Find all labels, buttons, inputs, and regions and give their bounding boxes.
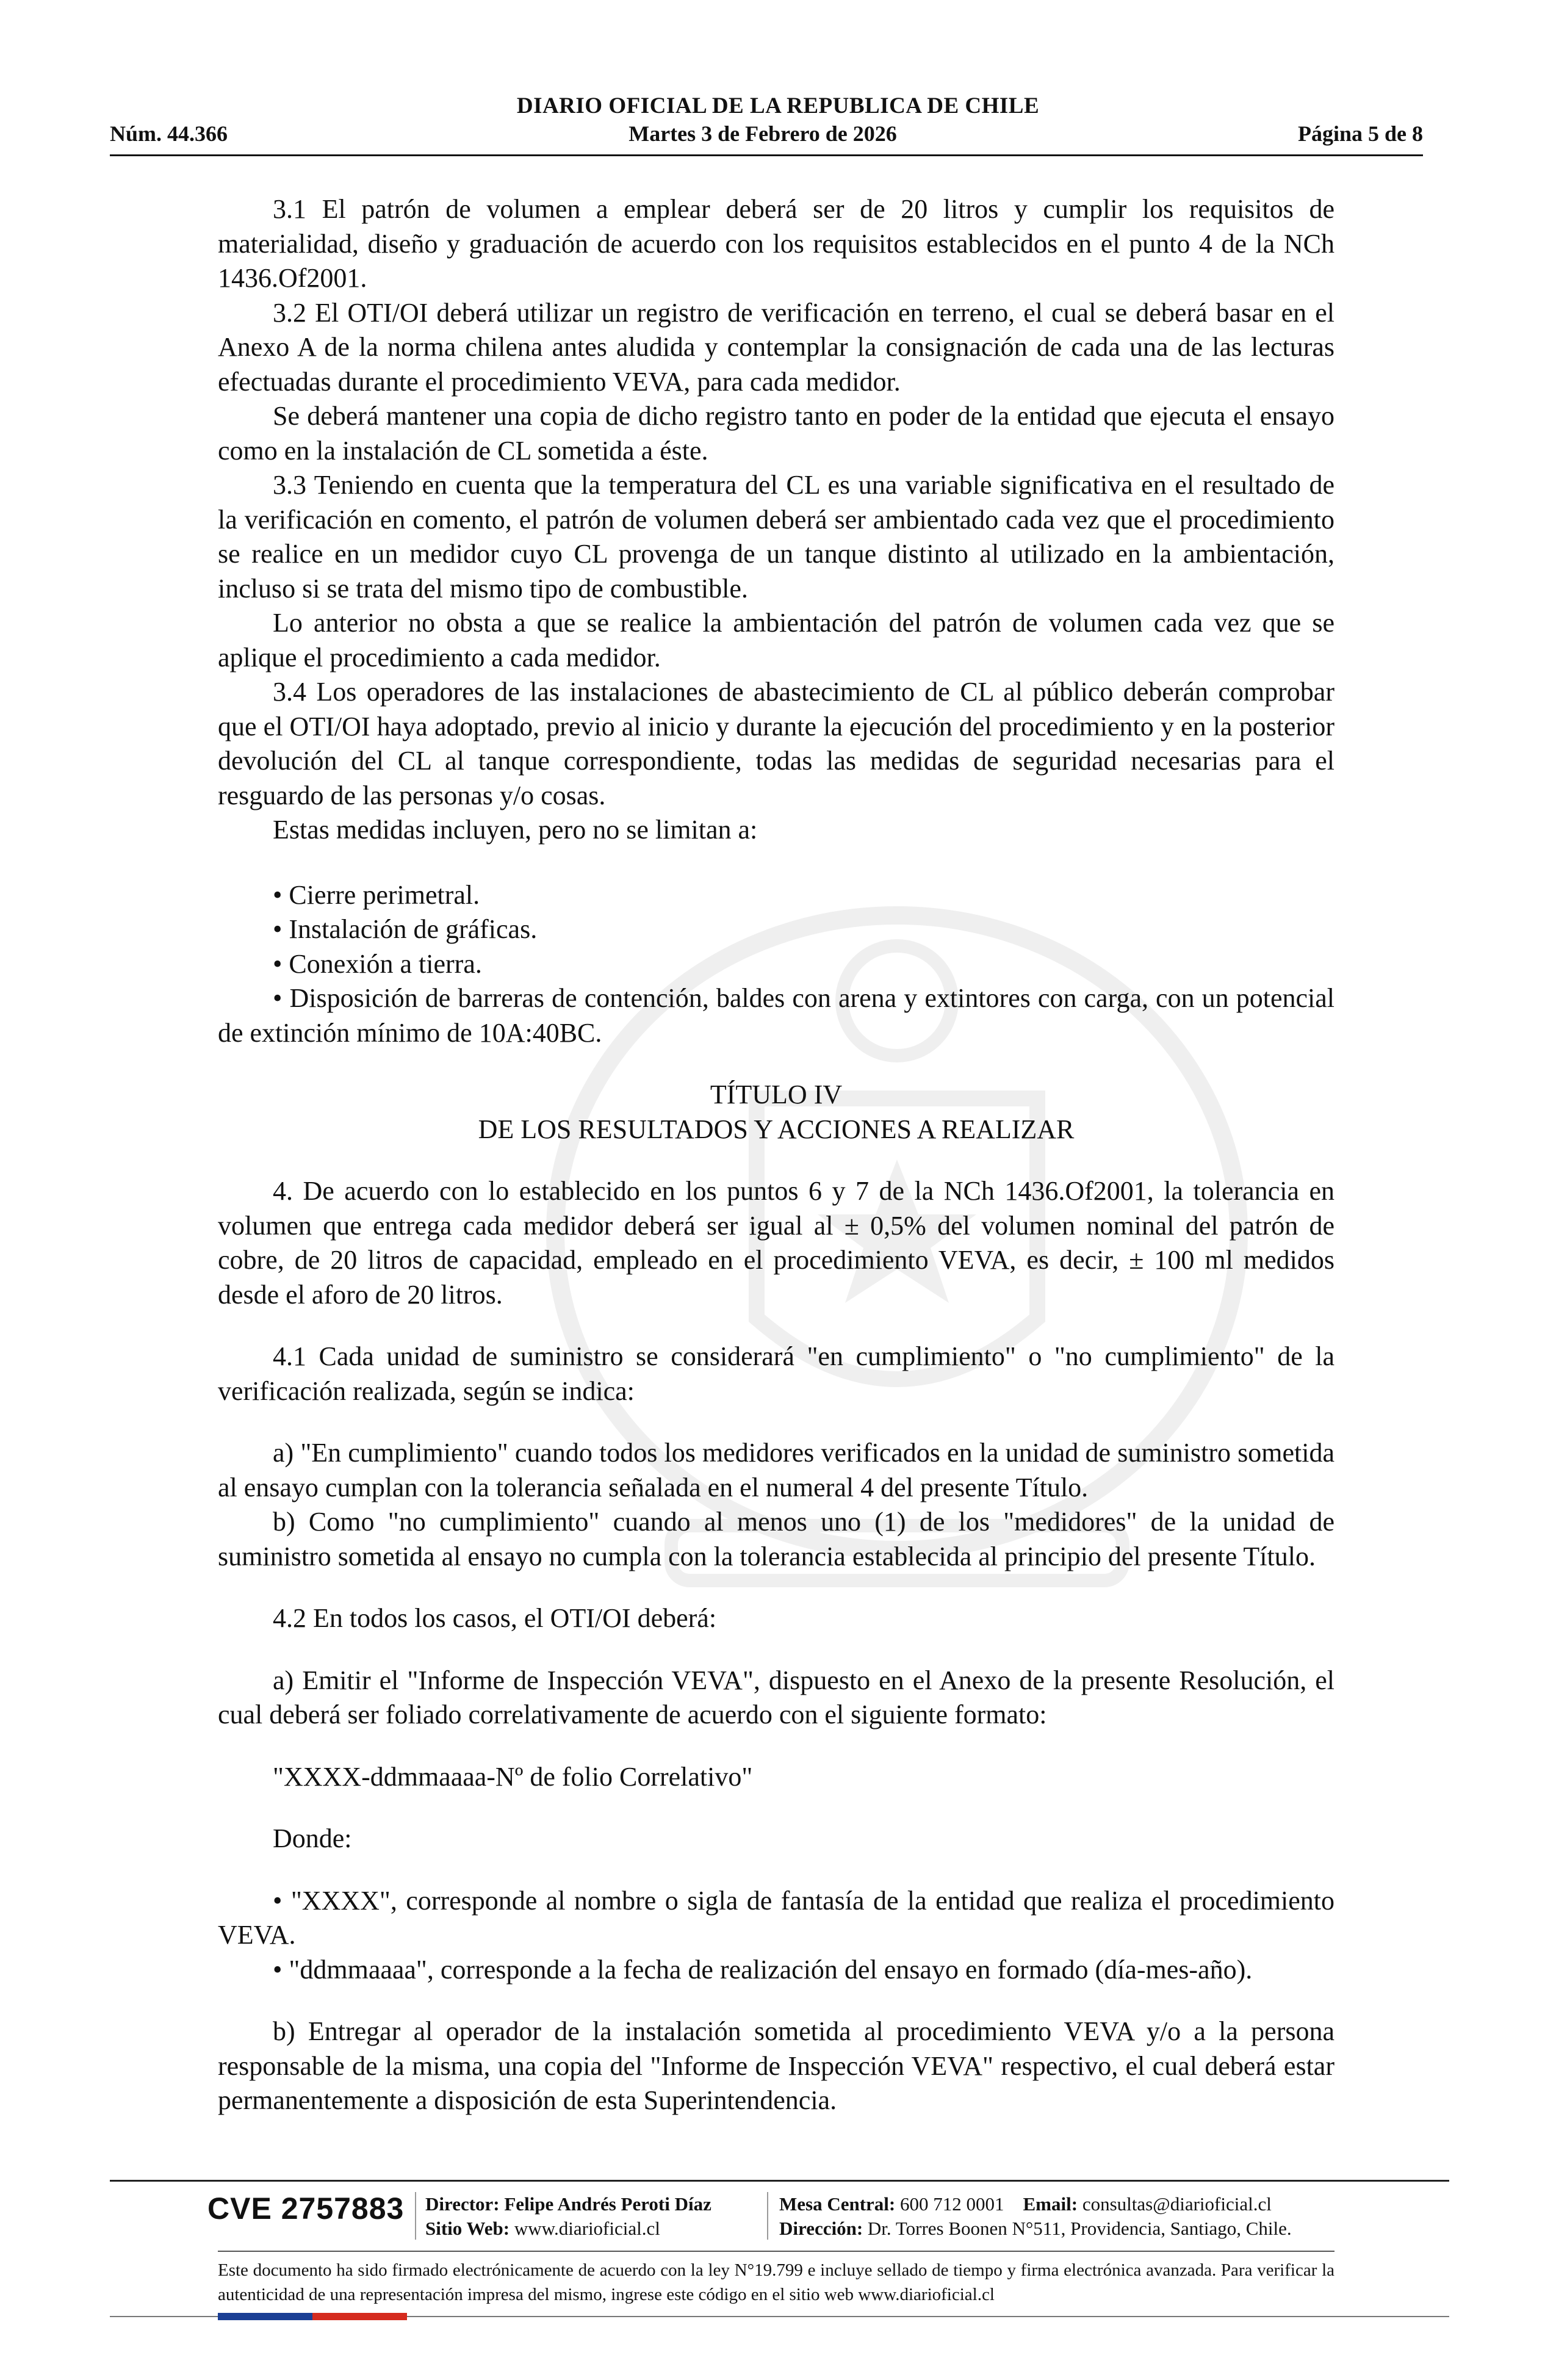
gazette-title: DIARIO OFICIAL DE LA REPUBLICA DE CHILE [516, 93, 1040, 118]
paragraph-copia: Se deberá mantener una copia de dicho registro tanto en poder de la entidad que ejecuta el ensayo como en la instalación de CL sometida a éste. [218, 401, 1334, 466]
mesa-label: Mesa Central: [779, 2193, 896, 2215]
folio-format: "XXXX-ddmmaaaa-Nº de folio Correlativo" [273, 1761, 753, 1792]
paragraph-4-2-b: b) Entregar al operador de la instalación sometida al procedimiento VEVA y/o a la persona responsable de la misma, una copia del "Informe de Inspección VEVA" respectivo, el cual deberá estar permanentemente a disposición de esta Superintendencia. [218, 2016, 1334, 2115]
bullet-item: • Disposición de barreras de contención, baldes con arena y extintores con carga, con un potencial de extinción mínimo de 10A:40BC. [218, 983, 1334, 1048]
footer-separator [415, 2192, 416, 2240]
paragraph-4-2: 4.2 En todos los casos, el OTI/OI deberá: [273, 1603, 717, 1633]
page-number: Página 5 de 8 [1297, 121, 1423, 146]
bullet-item: • Conexión a tierra. [273, 948, 482, 979]
issue-date: Martes 3 de Febrero de 2026 [629, 121, 897, 146]
bullet-item: • Cierre perimetral. [273, 879, 480, 910]
document-body [218, 192, 1334, 2118]
section-subtitle: DE LOS RESULTADOS Y ACCIONES A REALIZAR [478, 1114, 1075, 1144]
direccion-value: Dr. Torres Boonen N°511, Providencia, Santiago, Chile. [867, 2218, 1292, 2239]
bullet-item: • "ddmmaaaa", corresponde a la fecha de realización del ensayo en formado (día-mes-año). [273, 1954, 1253, 1985]
web-label: Sitio Web: [425, 2218, 510, 2239]
email-label: Email: [1023, 2193, 1078, 2215]
director-name: Felipe Andrés Peroti Díaz [504, 2193, 711, 2215]
paragraph-anterior: Lo anterior no obsta a que se realice la ambientación del patrón de volumen cada vez que se aplique el procedimiento a cada medidor. [218, 608, 1334, 673]
paragraph-4-1-a: a) "En cumplimiento" cuando todos los medidores verificados en la unidad de suministro sometida al ensayo cumplan con la tolerancia señalada en el numeral 4 del presente Título. [218, 1438, 1334, 1502]
bullet-item: • "XXXX", corresponde al nombre o sigla de fantasía de la entidad que realiza el procedimiento VEVA. [218, 1885, 1334, 1950]
paragraph-4-1: 4.1 Cada unidad de suministro se considerará "en cumplimiento" o "no cumplimiento" de la verificación realizada, según se indica: [218, 1341, 1334, 1406]
direccion-label: Dirección: [779, 2218, 863, 2239]
footer-director-block [425, 2192, 711, 2241]
issue-number: Núm. 44.366 [110, 121, 228, 146]
bullet-item: • Instalación de gráficas. [273, 914, 538, 944]
footer-contact-block [779, 2192, 1292, 2241]
paragraph-3-1: 3.1 El patrón de volumen a emplear deberá ser de 20 litros y cumplir los requisitos de materialidad, diseño y graduación de acuerdo con los requisitos establecidos en el punto 4 de la NCh 1436.Of2001. [218, 194, 1334, 293]
paragraph-3-2: 3.2 El OTI/OI deberá utilizar un registro de verificación en terreno, el cual se deberá basar en el Anexo A de la norma chilena antes aludida y contemplar la consignación de cada una de las lecturas efectuadas durante el procedimiento VEVA, para cada medidor. [218, 297, 1334, 397]
web-link[interactable]: www.diarioficial.cl [514, 2218, 660, 2239]
email-link[interactable]: consultas@diarioficial.cl [1082, 2193, 1272, 2215]
footer-divider [218, 2251, 1334, 2252]
paragraph-3-4: 3.4 Los operadores de las instalaciones de abastecimiento de CL al público deberán comprobar que el OTI/OI haya adoptado, previo al inicio y durante la ejecución del procedimiento y en la posterior devolución del CL al tanque correspondiente, todas las medidas de seguridad necesarias para el resguardo de las personas y/o cosas. [218, 677, 1334, 810]
paragraph-donde: Donde: [273, 1823, 352, 1853]
mesa-phone: 600 712 0001 [900, 2193, 1004, 2215]
flag-stripe-blue [218, 2313, 312, 2320]
director-label: Director: [425, 2193, 500, 2215]
paragraph-4: 4. De acuerdo con lo establecido en los puntos 6 y 7 de la NCh 1436.Of2001, la tolerancia en volumen que entrega cada medidor deberá ser igual al ± 0,5% del volumen nominal del patrón de cobre, de 20 litros de capacidad, empleado en el procedimiento VEVA, es decir, ± 100 ml medidos desde el aforo de 20 litros. [218, 1176, 1334, 1310]
paragraph-4-2-a: a) Emitir el "Informe de Inspección VEVA", dispuesto en el Anexo de la presente Resolución, el cual deberá ser foliado correlativamente de acuerdo con el siguiente formato: [218, 1665, 1334, 1729]
footer-separator [767, 2192, 768, 2240]
cve-code: CVE 2757883 [207, 2191, 405, 2226]
paragraph-medidas: Estas medidas incluyen, pero no se limitan a: [273, 815, 758, 845]
header-row [110, 121, 1423, 146]
section-title: TÍTULO IV [710, 1080, 843, 1109]
header-divider [110, 154, 1423, 156]
flag-stripe-red [312, 2313, 407, 2320]
signature-note: Este documento ha sido firmado electrónicamente de acuerdo con la ley N°19.799 e incluye sellado de tiempo y firma electrónica avanzada. Para verificar la autenticidad de una representación impresa del mismo, ingrese este código en el sitio web www.diarioficial.cl [218, 2260, 1334, 2304]
footer-divider [110, 2180, 1449, 2182]
paragraph-3-3: 3.3 Teniendo en cuenta que la temperatura del CL es una variable significativa en el resultado de la verificación en comento, el patrón de volumen deberá ser ambientado cada vez que el procedimiento se realice en un medidor cuyo CL provenga de un tanque distinto al utilizado en la ambientación, incluso si se trata del mismo tipo de combustible. [218, 470, 1334, 604]
paragraph-4-1-b: b) Como "no cumplimiento" cuando al menos uno (1) de los "medidores" de la unidad de suministro sometida al ensayo no cumpla con la tolerancia establecida al principio del presente Título. [218, 1507, 1334, 1571]
